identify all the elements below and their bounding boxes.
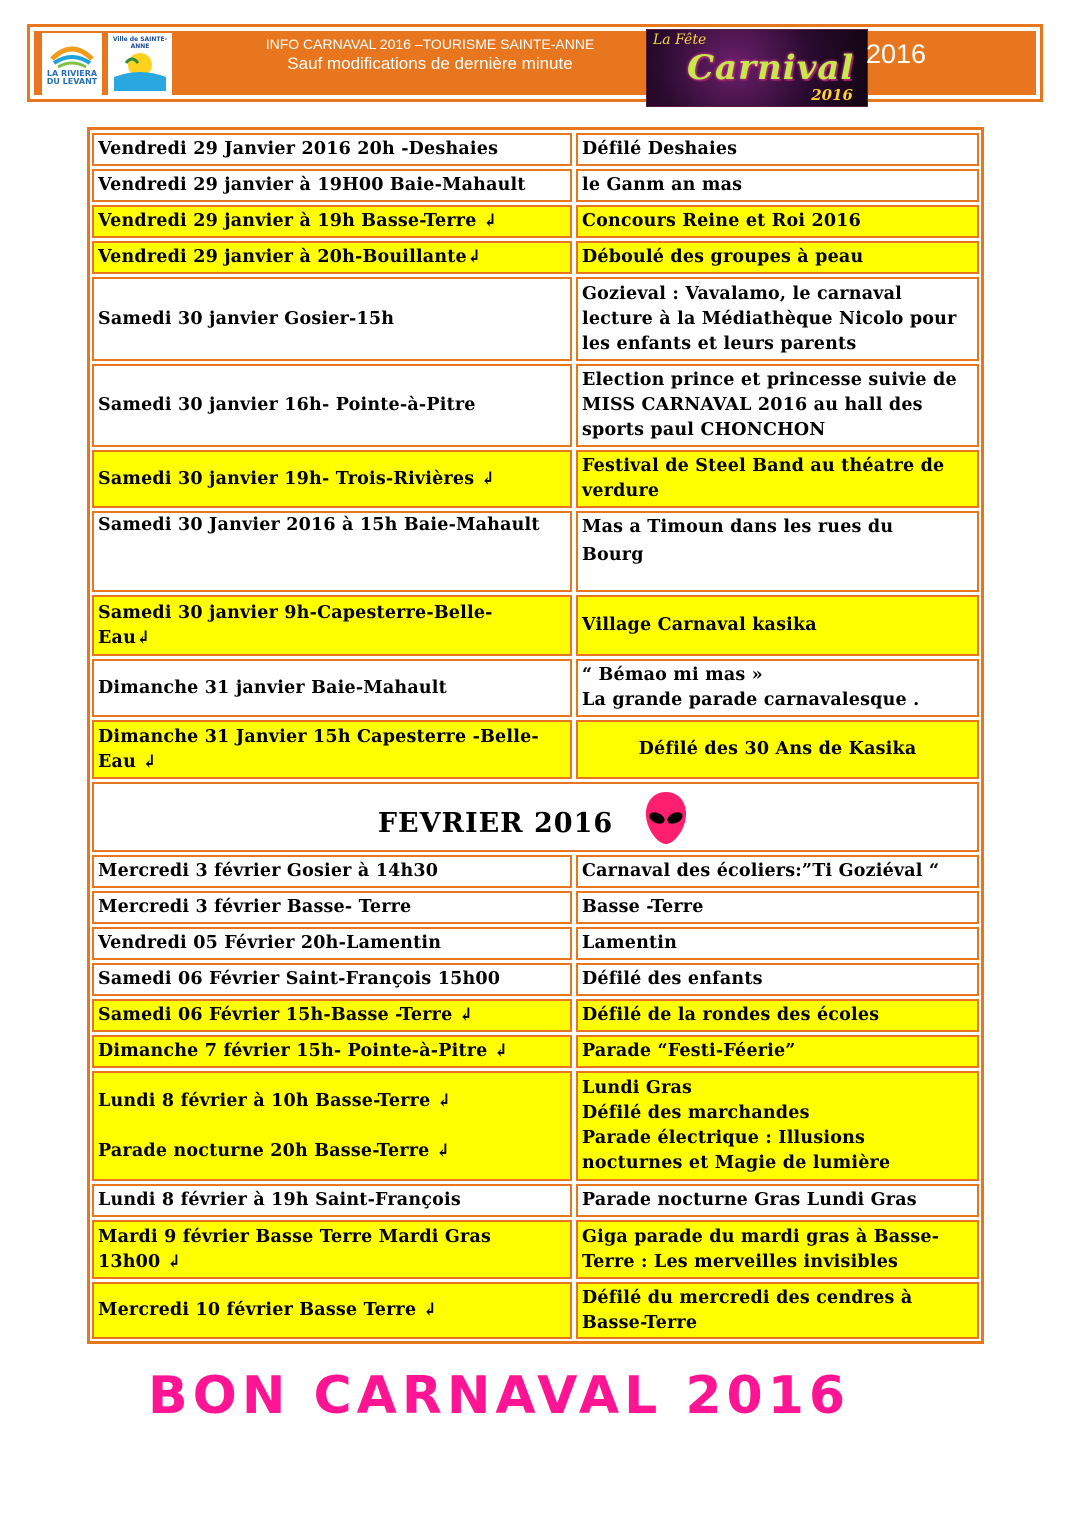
- table-row: [90, 659, 981, 717]
- date-cell: [92, 720, 572, 779]
- date-cell: [92, 511, 572, 592]
- table-row: [90, 1071, 981, 1181]
- table-row: [90, 511, 981, 592]
- date-cell: [92, 659, 572, 717]
- table-row: [90, 999, 981, 1032]
- date-text: Samedi 30 Janvier 2016 à 15h Baie-Mahault: [98, 515, 540, 535]
- event-text: Concours Reine et Roi 2016: [582, 211, 861, 231]
- banner-big-text: Carnival: [687, 48, 855, 88]
- table-row: [90, 855, 981, 888]
- header-subtitle: Sauf modifications de dernière minute: [287, 54, 573, 73]
- event-cell: [576, 169, 979, 202]
- date-cell: [92, 1220, 572, 1279]
- event-text: Festival de Steel Band au théatre de verdure: [582, 456, 945, 501]
- event-cell: [576, 963, 979, 996]
- header-banner: [27, 24, 1043, 102]
- table-row: [90, 450, 981, 508]
- date-text: Samedi 06 Février Saint-François 15h00: [98, 969, 501, 989]
- date-text: Mercredi 3 février Gosier à 14h30: [98, 861, 439, 881]
- date-text: Samedi 30 janvier 16h- Pointe-à-Pitre: [98, 395, 476, 415]
- date-cell: [92, 1282, 572, 1339]
- date-text: Lundi 8 février à 10h Basse-Terre ↲ Parade nocturne 20h Basse-Terre ↲: [98, 1090, 452, 1161]
- date-cell: [92, 963, 572, 996]
- event-text: Giga parade du mardi gras à Basse- Terre : Les merveilles invisibles: [582, 1226, 940, 1272]
- date-text: Samedi 30 janvier 19h- Trois-Rivières ↲: [98, 468, 496, 489]
- schedule-table: [87, 127, 984, 1344]
- table-row: [90, 169, 981, 202]
- date-cell: [92, 450, 572, 508]
- event-text: “ Bémao mi mas » La grande parade carnavalesque .: [582, 665, 920, 710]
- event-text: Election prince et princesse suivie de MISS CARNAVAL 2016 au hall des sports paul CHONCHON: [582, 370, 957, 440]
- date-cell: [92, 205, 572, 238]
- event-cell: [576, 205, 979, 238]
- date-text: Vendredi 29 janvier à 19H00 Baie-Mahault: [98, 175, 526, 195]
- event-text: Gozieval : Vavalamo, le carnaval lecture à la Médiathèque Nicolo pour les enfants et leurs parents: [582, 283, 957, 354]
- date-text: Dimanche 31 janvier Baie-Mahault: [98, 677, 447, 698]
- table-row: [90, 1220, 981, 1279]
- date-cell: [92, 133, 572, 166]
- date-text: Dimanche 7 février 15h- Pointe-à-Pitre ↲: [98, 1041, 509, 1061]
- table-row: [90, 277, 981, 361]
- carnival-banner-image: [646, 29, 868, 107]
- event-text: Village Carnaval kasika: [582, 615, 817, 635]
- event-cell: [576, 855, 979, 888]
- event-cell: [576, 133, 979, 166]
- banner-year-text: 2016: [811, 86, 853, 104]
- event-cell: [576, 1071, 979, 1181]
- event-cell: [576, 927, 979, 960]
- riviera-du-levant-logo: [42, 33, 102, 95]
- event-text: Lamentin: [582, 933, 678, 953]
- event-text: Parade nocturne Gras Lundi Gras: [582, 1190, 917, 1210]
- event-cell: [576, 511, 979, 592]
- event-text: Défilé des 30 Ans de Kasika: [638, 739, 917, 759]
- event-text: Défilé de la rondes des écoles: [582, 1005, 880, 1025]
- table-row: [90, 133, 981, 166]
- date-text: Vendredi 05 Février 20h-Lamentin: [98, 933, 442, 953]
- month-title: FEVRIER 2016: [377, 808, 614, 839]
- date-cell: [92, 999, 572, 1032]
- riviera-logo-text: LA RIVIERA DU LEVANT: [46, 69, 98, 86]
- table-row: [90, 1035, 981, 1068]
- event-cell: [576, 277, 979, 361]
- header-title: INFO CARNAVAL 2016 –TOURISME SAINTE-ANNE: [265, 36, 595, 52]
- banner-small-text: La Fête: [653, 32, 707, 48]
- event-cell: [576, 1282, 979, 1339]
- date-cell: [92, 364, 572, 447]
- header-info: [180, 35, 680, 75]
- date-cell: [92, 1184, 572, 1217]
- event-text: Mas a Timoun dans les rues du Bourg: [582, 517, 894, 565]
- event-cell: [576, 241, 979, 274]
- date-text: Mercredi 3 février Basse- Terre: [98, 897, 412, 917]
- bon-carnaval-banner: BON CARNAVAL 2016: [148, 1366, 851, 1426]
- event-text: le Ganm an mas: [582, 175, 743, 195]
- date-text: Vendredi 29 janvier à 20h-Bouillante↲: [98, 247, 482, 267]
- ville-sainte-anne-logo: [108, 33, 172, 95]
- event-cell: [576, 364, 979, 447]
- ville-logo-text: Ville de SAINTE-ANNE: [112, 36, 168, 50]
- event-text: Lundi Gras Défilé des marchandes Parade électrique : Illusions nocturnes et Magie de lumière: [582, 1078, 891, 1173]
- date-cell: [92, 169, 572, 202]
- date-cell: [92, 595, 572, 656]
- event-text: Défilé des enfants: [582, 969, 763, 989]
- event-cell: [576, 659, 979, 717]
- date-cell: [92, 927, 572, 960]
- header-year: 2016: [866, 39, 927, 69]
- event-text: Déboulé des groupes à peau: [582, 247, 864, 267]
- table-row: [90, 205, 981, 238]
- date-cell: [92, 1071, 572, 1181]
- date-text: Samedi 30 janvier 9h-Capesterre-Belle- Eau↲: [98, 602, 493, 648]
- table-row: [90, 720, 981, 779]
- event-cell: [576, 720, 979, 779]
- alien-head-icon: [644, 790, 688, 846]
- event-cell: [576, 1035, 979, 1068]
- event-cell: [576, 999, 979, 1032]
- event-text: Défilé Deshaies: [582, 139, 738, 159]
- event-cell: [576, 1184, 979, 1217]
- event-cell: [576, 595, 979, 656]
- date-text: Mercredi 10 février Basse Terre ↲: [98, 1300, 438, 1320]
- event-text: Parade “Festi-Féerie”: [582, 1041, 796, 1061]
- table-row: [90, 927, 981, 960]
- date-cell: [92, 1035, 572, 1068]
- date-text: Lundi 8 février à 19h Saint-François: [98, 1190, 461, 1210]
- date-cell: [92, 277, 572, 361]
- date-text: Vendredi 29 janvier à 19h Basse-Terre ↲: [98, 211, 498, 231]
- date-text: Mardi 9 février Basse Terre Mardi Gras 13h00 ↲: [98, 1226, 492, 1272]
- table-row: [90, 1184, 981, 1217]
- date-text: Dimanche 31 Janvier 15h Capesterre -Belle- Eau ↲: [98, 726, 539, 772]
- event-text: Défilé du mercredi des cendres à Basse-Terre: [582, 1287, 913, 1333]
- event-text: Carnaval des écoliers:”Ti Goziéval “: [582, 861, 940, 881]
- date-text: Samedi 06 Février 15h-Basse -Terre ↲: [98, 1005, 474, 1025]
- table-row: [90, 595, 981, 656]
- event-cell: [576, 450, 979, 508]
- table-row: [90, 891, 981, 924]
- month-header-row: [92, 782, 979, 852]
- date-cell: [92, 855, 572, 888]
- table-row: [90, 241, 981, 274]
- date-cell: [92, 241, 572, 274]
- table-row: [90, 1282, 981, 1339]
- date-cell: [92, 891, 572, 924]
- date-text: Samedi 30 janvier Gosier-15h: [98, 308, 395, 329]
- table-row: [90, 963, 981, 996]
- event-cell: [576, 1220, 979, 1279]
- date-text: Vendredi 29 Janvier 2016 20h -Deshaies: [98, 139, 499, 159]
- event-text: Basse -Terre: [582, 897, 704, 917]
- event-cell: [576, 891, 979, 924]
- table-row: [90, 364, 981, 447]
